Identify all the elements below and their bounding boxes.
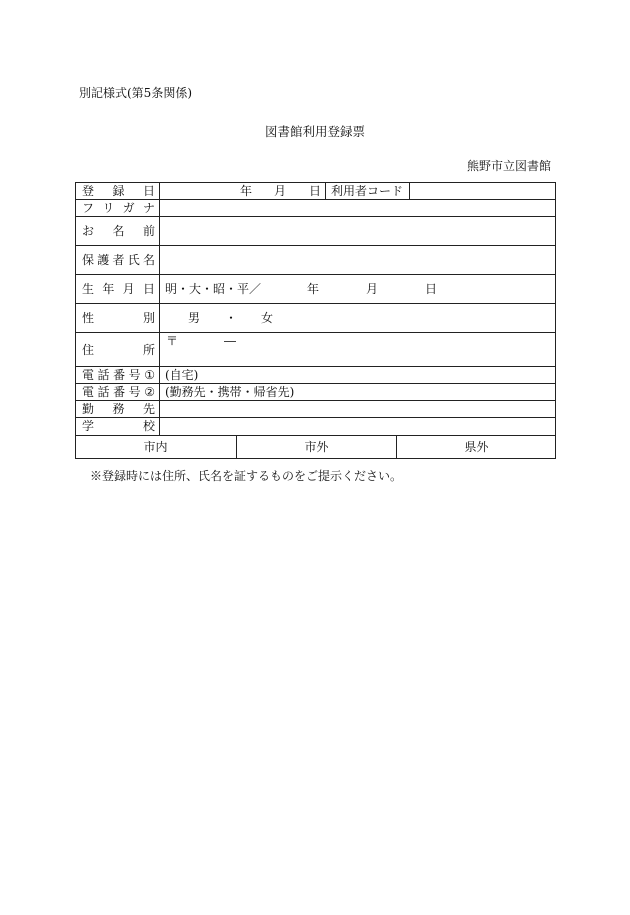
label-char: 保 <box>82 253 95 267</box>
label-registration-date <box>82 184 155 198</box>
label-char: 話 <box>97 385 110 399</box>
label-char: 電 <box>82 368 95 382</box>
postal-code-dash: ― <box>224 334 236 348</box>
label-char: 学 <box>82 419 95 433</box>
label-char: 日 <box>142 184 155 198</box>
sex-option-female[interactable]: 女 <box>261 311 274 325</box>
label-char: 日 <box>142 282 155 296</box>
label-phone-home <box>82 368 155 382</box>
label-char: 号 <box>128 385 141 399</box>
area-option-out-prefecture[interactable]: 県外 <box>464 440 489 454</box>
guardian-name-field[interactable] <box>161 246 554 273</box>
label-char: 勤 <box>82 402 95 416</box>
label-char: 番 <box>113 368 126 382</box>
form-title: 図書館利用登録票 <box>265 124 366 139</box>
label-sex <box>82 311 155 325</box>
label-char: 者 <box>112 253 125 267</box>
issuer-name: 熊野市立図書館 <box>467 159 552 173</box>
label-guardian-name <box>82 253 155 267</box>
form-note: 別記様式(第5条関係) <box>79 86 192 100</box>
postal-mark-icon: 〒 <box>166 334 179 348</box>
label-char: 話 <box>97 368 110 382</box>
phone-other-note: (勤務先・携帯・帰省先) <box>165 385 295 399</box>
label-char: 名 <box>142 253 155 267</box>
label-char: 生 <box>82 282 95 296</box>
label-char: ナ <box>142 201 155 215</box>
label-char: 務 <box>112 402 125 416</box>
label-char: 先 <box>142 402 155 416</box>
workplace-field[interactable] <box>161 401 554 416</box>
label-char: 護 <box>97 253 110 267</box>
label-char: ② <box>144 385 155 399</box>
label-char: 別 <box>142 311 155 325</box>
label-birthdate <box>82 282 155 296</box>
birth-month-unit: 月 <box>366 282 379 296</box>
sex-separator: ・ <box>225 311 238 325</box>
footnote: ※登録時には住所、氏名を証するものをご提示ください。 <box>90 469 403 483</box>
label-char: 電 <box>82 385 95 399</box>
label-char: 住 <box>82 343 95 357</box>
label-char: ① <box>144 368 155 382</box>
label-char: 名 <box>112 224 125 238</box>
birth-era-options: 明・大・昭・平／ <box>165 282 262 296</box>
label-char: 番 <box>113 385 126 399</box>
label-workplace <box>82 402 155 416</box>
reg-month-unit: 月 <box>274 184 287 198</box>
furigana-field[interactable] <box>161 200 554 215</box>
label-char: 録 <box>112 184 125 198</box>
label-char: 氏 <box>127 253 140 267</box>
label-char: 所 <box>142 343 155 357</box>
label-char: 月 <box>122 282 135 296</box>
registration-form-table <box>75 182 556 459</box>
label-name <box>82 224 155 238</box>
label-phone-other <box>82 385 155 399</box>
area-option-in-city[interactable]: 市内 <box>143 440 168 454</box>
label-char: 性 <box>82 311 95 325</box>
label-furigana <box>82 201 155 215</box>
area-option-out-city[interactable]: 市外 <box>304 440 329 454</box>
birth-day-unit: 日 <box>425 282 438 296</box>
label-char: 年 <box>102 282 115 296</box>
sex-option-male[interactable]: 男 <box>188 311 201 325</box>
label-school <box>82 419 155 433</box>
label-char: 登 <box>82 184 95 198</box>
label-char: 号 <box>128 368 141 382</box>
label-char: リ <box>102 201 115 215</box>
label-char: フ <box>82 201 95 215</box>
label-char: 校 <box>142 419 155 433</box>
label-char: ガ <box>122 201 135 215</box>
label-char: 前 <box>142 224 155 238</box>
school-field[interactable] <box>161 418 554 434</box>
label-char: お <box>82 224 95 238</box>
label-user-code: 利用者コード <box>331 184 404 198</box>
reg-year-unit: 年 <box>240 184 253 198</box>
birth-year-unit: 年 <box>307 282 320 296</box>
phone-home-note: (自宅) <box>165 368 199 382</box>
name-field[interactable] <box>161 217 554 244</box>
label-address <box>82 343 155 357</box>
user-code-field[interactable] <box>411 183 554 198</box>
reg-day-unit: 日 <box>309 184 322 198</box>
